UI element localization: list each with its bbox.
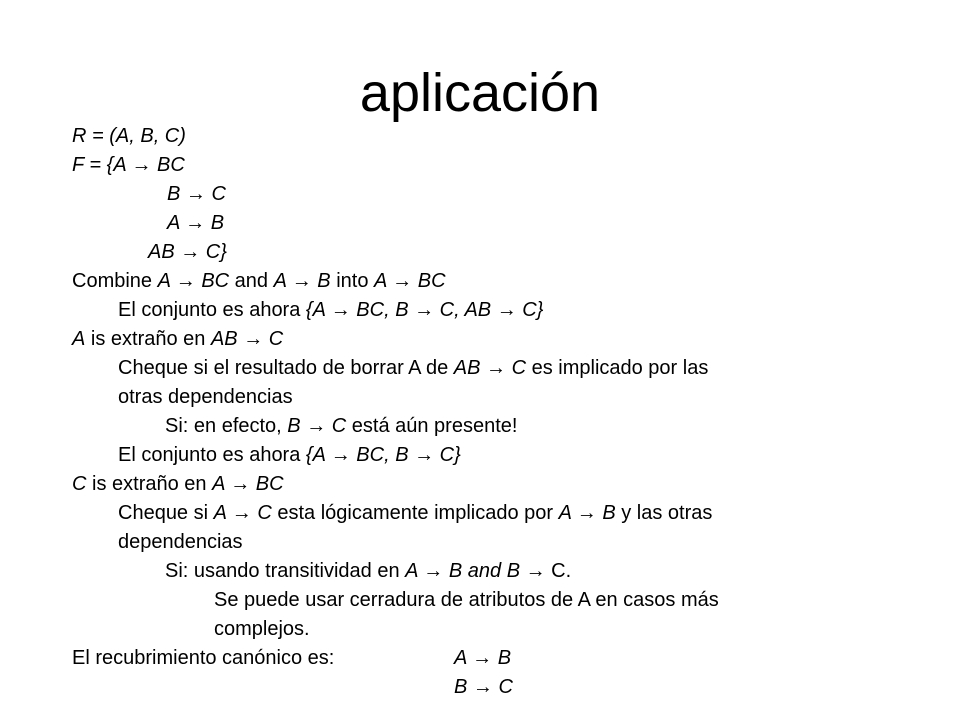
text-span: y las otras: [615, 502, 713, 524]
text-span: Cheque si el resultado de borrar A de: [118, 357, 454, 379]
fd-span: B → C: [454, 676, 513, 698]
fd-span: A: [72, 328, 86, 350]
fd-span: A → B: [273, 270, 331, 292]
fd-span: A → BC: [374, 270, 446, 292]
relation-text: R = (A, B, C): [72, 125, 186, 147]
text-span: está aún presente!: [346, 415, 518, 437]
fd-a-b: A → B: [167, 212, 225, 234]
extraneous-a-line: [72, 325, 872, 354]
slide-body: [72, 122, 872, 702]
text-span: esta lógicamente implicado por: [271, 502, 559, 524]
check-line-2: [72, 499, 872, 528]
fd-span: {A → BC, B → C}: [305, 444, 461, 466]
set-now-line: [72, 296, 872, 325]
text-span: is extraño en: [85, 328, 211, 350]
fd-span: {A → BC, B → C, AB → C}: [305, 299, 544, 321]
text-span: Si: usando transitividad en: [165, 560, 406, 582]
fd-item: [72, 238, 872, 267]
fd-span: AB → C: [210, 328, 284, 350]
canonical-cover-label: El recubrimiento canónico es:: [72, 647, 335, 669]
text-span: Combine: [72, 270, 158, 292]
relation-line: [72, 122, 872, 151]
text-span: is extraño en: [86, 473, 213, 495]
fd-item: [72, 180, 872, 209]
text-span: C.: [551, 560, 572, 582]
fd-ab-c: AB → C}: [148, 241, 227, 263]
text-span: dependencias: [118, 531, 243, 553]
fd-set-line: [72, 151, 872, 180]
fd-span: A → B: [454, 647, 512, 669]
fd-set-start: F = {A → BC: [72, 154, 185, 176]
yes-line: [72, 412, 872, 441]
canonical-cover-line: [72, 644, 872, 673]
set-now-line-2: [72, 441, 872, 470]
text-span: complejos.: [214, 618, 310, 640]
closure-note-line-cont: [72, 615, 872, 644]
fd-span: A → C: [213, 502, 272, 524]
text-span: otras dependencias: [118, 386, 293, 408]
fd-span: A → BC: [212, 473, 284, 495]
text-span: El conjunto es ahora: [118, 299, 306, 321]
check-line-2-cont: [72, 528, 872, 557]
extraneous-c-line: [72, 470, 872, 499]
combine-line: [72, 267, 872, 296]
fd-span: C: [72, 473, 87, 495]
fd-span: A → BC: [157, 270, 230, 292]
fd-b-c: B → C: [167, 183, 226, 205]
fd-item: [72, 209, 872, 238]
fd-span: A → B: [558, 502, 616, 524]
text-span: into: [330, 270, 375, 292]
transitivity-line: [72, 557, 872, 586]
text-span: Se puede usar cerradura de atributos de A en casos más: [214, 589, 719, 611]
closure-note-line: [72, 586, 872, 615]
text-span: and: [229, 270, 274, 292]
fd-span: A → B and B →: [405, 560, 552, 582]
check-line-cont: [72, 383, 872, 412]
text-span: El conjunto es ahora: [118, 444, 306, 466]
canonical-cover-line-2: [72, 673, 872, 702]
fd-span: B → C: [287, 415, 347, 437]
fd-span: AB → C: [453, 357, 527, 379]
check-line: [72, 354, 872, 383]
text-span: Si: en efecto,: [165, 415, 288, 437]
slide-title: aplicación: [359, 63, 601, 123]
text-span: es implicado por las: [526, 357, 709, 379]
text-span: Cheque si: [118, 502, 214, 524]
